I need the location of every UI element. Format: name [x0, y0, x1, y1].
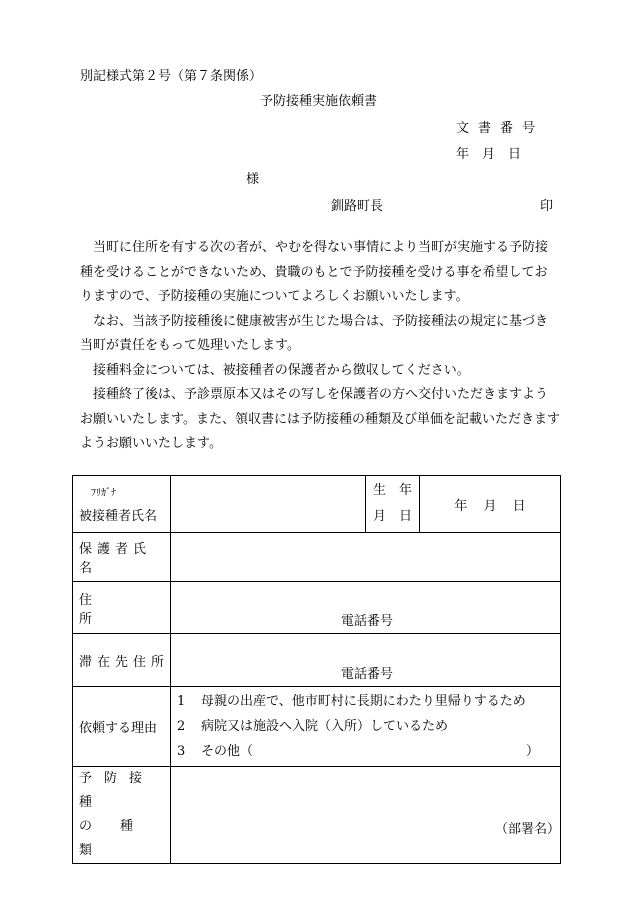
guardian-field[interactable] [171, 533, 561, 582]
paragraph-request: 当町に住所を有する次の者が、やむを得ない事情により当町が実施する予防接種を受けることができないため、貴職のもとで予防接種を受ける事を希望しておりますので、予防接種の実施についてよろしくお願いいたします。 [80, 240, 549, 304]
reason-label-cell [73, 687, 171, 767]
address-label: 住所 [79, 592, 151, 627]
table-row [73, 533, 561, 582]
name-label: 被接種者氏名 [79, 509, 158, 524]
document-number-label: 文書番号 [456, 121, 545, 136]
seal-mark: 印 [540, 199, 554, 214]
reason-option-3[interactable]: 3 その他（ ） [177, 744, 540, 759]
guardian-label: 保護者氏名 [79, 542, 152, 576]
department-name: （部署名） [495, 822, 561, 837]
dob-label-cell [366, 476, 420, 533]
vaccine-type-label-line2: の種類 [79, 819, 162, 858]
body-text [80, 236, 560, 457]
guardian-label-cell [73, 533, 171, 582]
paragraph-receipt: 接種終了後は、予診票原本又はその写しを保護者の方へ交付いただきますようお願いいたします。また、領収書には予防接種の種類及び単価を記載いただきますようお願いいたします。 [80, 387, 560, 451]
addressee-honorific: 様 [246, 172, 260, 187]
name-label-cell [73, 476, 171, 533]
furigana-label: ﾌﾘｶﾞﾅ [91, 488, 116, 499]
table-row [73, 687, 561, 767]
table-row [73, 767, 561, 864]
address-field[interactable] [171, 582, 561, 634]
document-title: 予防接種実施依頼書 [260, 94, 378, 109]
reason-label: 依頼する理由 [79, 721, 158, 736]
form-label: 別記様式第２号（第７条関係） [80, 69, 263, 84]
stay-phone-label: 電話番号 [341, 667, 394, 682]
vaccine-type-field[interactable] [171, 767, 561, 864]
vaccine-type-label-line1: 予防接種 [79, 771, 155, 810]
paragraph-fee: 接種料金については、被接種者の保護者から徴収してください。 [93, 362, 470, 378]
dob-label-line1: 生 年 [372, 483, 412, 498]
reason-option-1[interactable]: 1 母親の出産で、他市町村に長期にわたり里帰りするため [177, 694, 526, 709]
stay-address-label: 滞在先住所 [79, 654, 170, 670]
address-label-cell [73, 582, 171, 634]
address-phone-label: 電話番号 [341, 614, 394, 629]
table-row [73, 582, 561, 634]
request-form-table [72, 475, 561, 864]
document-date-label: 年 月 日 [456, 147, 522, 162]
reason-options [171, 687, 561, 767]
paragraph-liability: なお、当該予防接種後に健康被害が生じた場合は、予防接種法の規定に基づき当町が責任をもって処理いたします。 [80, 313, 549, 353]
sender-name: 釧路町長 [331, 199, 384, 214]
reason-option-2[interactable]: 2 病院又は施設へ入院（入所）しているため [177, 719, 449, 734]
table-row [73, 634, 561, 687]
dob-label-line2: 月 日 [372, 509, 412, 524]
name-field[interactable] [171, 476, 366, 533]
stay-address-label-cell [73, 634, 171, 687]
vaccine-type-label-cell [73, 767, 171, 864]
dob-value: 年 月 日 [454, 498, 526, 514]
table-row [73, 476, 561, 533]
stay-address-field[interactable] [171, 634, 561, 687]
dob-field[interactable] [420, 476, 561, 533]
